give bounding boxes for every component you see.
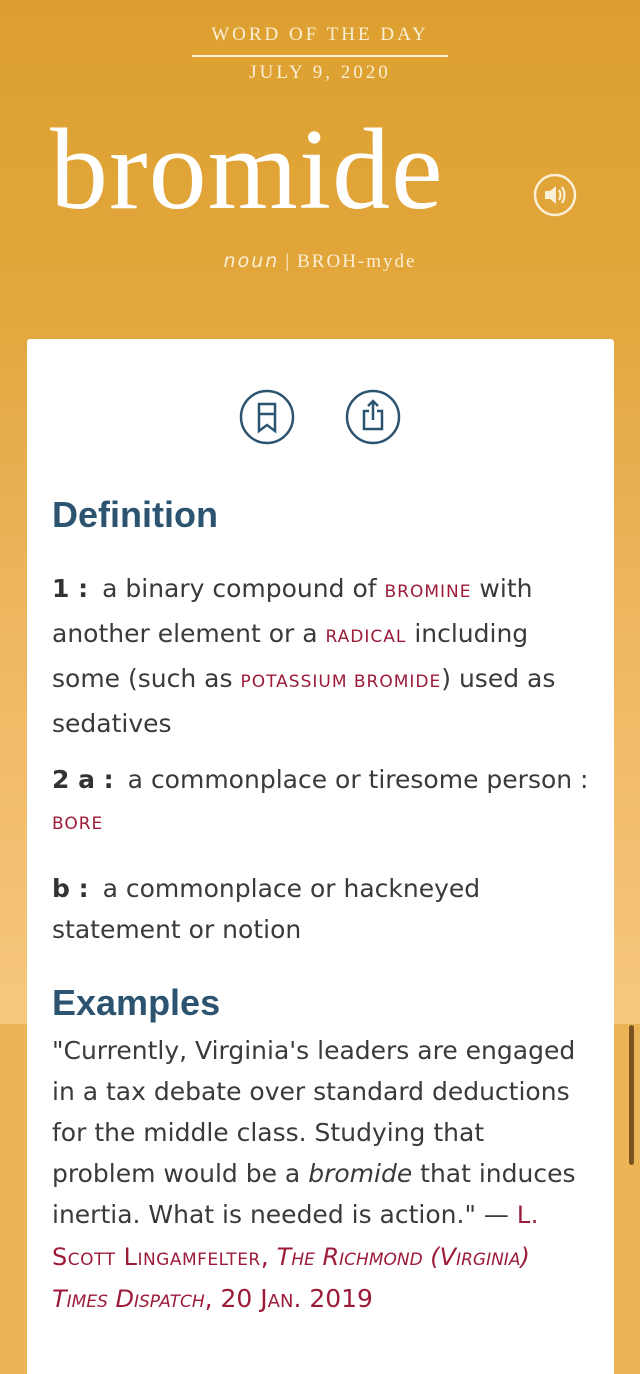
quote-text: that induces inertia. What is needed is action." — [52,1159,576,1229]
sense-text: including some (such as [52,619,529,693]
sense-text: with another element or a [52,574,533,648]
quote-highlight-word: bromide [308,1159,413,1188]
pronunciation-audio-button[interactable] [532,172,578,218]
cross-ref-link-bromine[interactable]: BROMINE [384,582,472,602]
sense-text: ) used as sedatives [52,664,556,738]
word-of-the-day-label: WORD OF THE DAY [211,24,429,45]
separator: | [285,251,292,272]
header-divider [192,55,448,57]
definition-heading: Definition [52,494,218,535]
example-quote [52,1030,592,1320]
pronunciation: BROH-myde [297,251,417,272]
definition-card [27,339,614,1374]
citation[interactable]: L. Scott Lingamfelter, The Richmond (Virginia) Times Dispatch, 20 Jan. 2019 [52,1201,539,1313]
quote-text: "Currently, Virginia's leaders are engaged in a tax debate over standard deductions for the middle class. Studying that problem would be a [52,1036,576,1188]
sense-text: a binary compound of [102,574,385,603]
share-button[interactable] [345,389,401,445]
sense-number: 1 : [52,574,89,603]
examples-heading: Examples [52,982,221,1023]
sense-1 [52,568,592,744]
sense-text: a commonplace or tiresome person : [127,765,589,794]
sense-number: 2 a : [52,765,114,794]
sense-2b [52,868,592,950]
word-title: bromide [50,106,444,234]
share-icon [345,389,401,445]
cross-ref-link-potassium-bromide[interactable]: POTASSIUM BROMIDE [240,672,442,692]
citation-author: L. Scott Lingamfelter [52,1201,539,1271]
sense-2a [52,759,592,845]
sense-number: b : [52,874,89,903]
scrollbar-thumb[interactable] [629,1025,634,1165]
part-of-speech: noun [223,250,280,272]
cross-ref-link-bore[interactable]: BORE [52,814,104,834]
sense-text: a commonplace or hackneyed statement or notion [52,874,481,944]
cross-ref-link-radical[interactable]: RADICAL [325,627,407,647]
speaker-icon [532,172,578,218]
citation-source: The Richmond (Virginia) Times Dispatch [52,1243,530,1313]
pronunciation-line [0,250,640,273]
save-word-button[interactable] [239,389,295,445]
date-label: JULY 9, 2020 [249,62,391,83]
bookmark-icon [239,389,295,445]
citation-date: 20 Jan. 2019 [220,1284,373,1313]
